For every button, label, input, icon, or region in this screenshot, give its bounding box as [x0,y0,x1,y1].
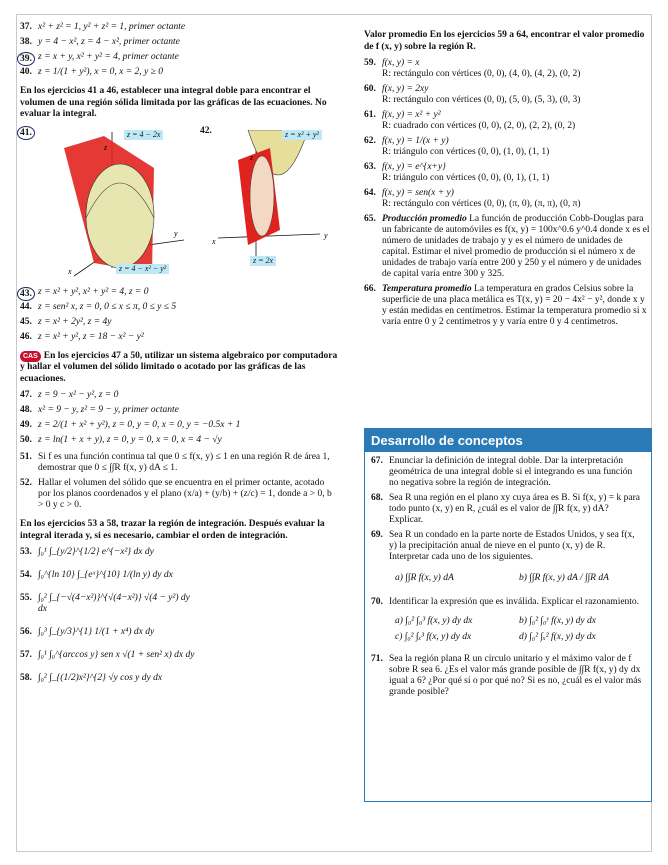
exercise-38: 38. y = 4 − x², z = 4 − x², primer octante [20,37,180,47]
exercise-47: 47. z = 9 − x² − y², z = 0 [20,390,119,400]
exercise-66: 66. Temperatura promedio La temperatura en grados Celsius sobre la superficie de una placa metálica es T(x, y) = 20 − 4x² − y², donde x y y están medidas en centímetros. Estimar la temperatura promedio si x varía entre 0 y 2 centímetros y y varía entre 0 y 4 centímetros. [364,284,647,327]
exercise-60: 60. f(x, y) = 2xy R: rectángulo con vértices (0, 0), (5, 0), (5, 3), (0, 3) [364,84,581,105]
heading-59-64: Valor promedio En los ejercicios 59 a 64, encontrar el valor promedio de f (x, y) sobre la región R. [364,30,645,52]
fig42-bottom-label: z = 2x [250,256,276,266]
fig42-graph [208,130,338,260]
exercise-70: 70. Identificar la expresión que es inválida. Explicar el razonamiento. a) ∫₀² ∫₀³ f(x, y) dy dx b) ∫₀² ∫₀ʸ f(x, y) dy dx c) ∫₀² ∫ₓ³ f(x, y) dy dx d) ∫₀² ∫ₓ² f(x, y) dy dx [371,597,643,648]
heading-47-50: CAS En los ejercicios 47 a 50, utilizar un sistema algebraico por computadora y hallar el volumen del sólido limitado o acotado por las gráficas de las ecuaciones. [20,350,338,384]
exercise-59: 59. f(x, y) = x R: rectángulo con vértices (0, 0), (4, 0), (4, 2), (0, 2) [364,58,581,79]
integrals-53-58 [20,547,338,688]
exercise-68: 68. Sea R una región en el plano xy cuya área es B. Si f(x, y) = k para todo punto (x, y) en R, ¿cuál es el valor de ∫∫R f(x, y) dA? Explicar. [371,493,640,525]
exercise-55: 55. ∫₀² ∫_{−√(4−x²)}^{√(4−x²)} √(4 − y²) dy dx [20,593,190,614]
exercise-53: 53. ∫₀¹ ∫_{y/2}^{1/2} e^{−x²} dx dy [20,547,154,557]
exercise-52: 52. Hallar el volumen del sólido que se encuentra en el primer octante, acotado por los planos coordenados y el plano (x/a) + (y/b) + (z/c) = 1, donde a > 0, b > 0 y c > 0. [20,478,332,510]
exercise-48: 48. x² = 9 − y, z² = 9 − y, primer octante [20,405,179,415]
exercise-50: 50. z = ln(1 + x + y), z = 0, y = 0, x = 0, x = 4 − √y [20,435,222,445]
concepts-title: Desarrollo de conceptos [365,429,651,452]
exercise-63: 63. f(x, y) = e^{x+y} R: triángulo con vértices (0, 0), (0, 1), (1, 1) [364,162,550,183]
cas-badge: CAS [20,351,41,363]
left-column [20,22,338,688]
exercise-56: 56. ∫₀³ ∫_{y/3}^{1} 1/(1 + x⁴) dx dy [20,627,155,637]
exercise-61: 61. f(x, y) = x² + y² R: cuadrado con vértices (0, 0), (2, 0), (2, 2), (0, 2) [364,110,576,131]
heading-53-58: En los ejercicios 53 a 58, trazar la región de integración. Después evaluar la integral iterada y, si es necesario, cambiar el orden de integración. [20,519,325,541]
svg-text:z: z [104,142,108,152]
exercise-44: 44. z = sen² x, z = 0, 0 ≤ x ≤ π, 0 ≤ y ≤ 5 [20,301,177,312]
exercise-62: 62. f(x, y) = 1/(x + y) R: triángulo con vértices (0, 0), (1, 0), (1, 1) [364,136,550,157]
circled-number: 39. [17,52,35,66]
exercise-39: 39. z = x + y, x² + y² = 4, primer octante [20,52,338,63]
fig41-top-label: z = 4 − 2x [124,130,163,140]
svg-text:y: y [324,230,328,240]
svg-text:x: x [212,236,216,246]
fig42-top-label: z = x² + y² [282,130,322,140]
exercise-46: 46. z = x² + y², z = 18 − x² − y² [20,331,144,342]
concepts-box [364,428,652,802]
concepts-body [365,452,651,698]
fig41-graph [34,128,194,278]
exercise-40: 40. z = 1/(1 + y²), x = 0, x = 2, y ≥ 0 [20,67,163,77]
svg-text:y: y [174,228,178,238]
svg-text:x: x [68,266,72,276]
exercise-69-options: a) ∫∫R f(x, y) dA b) ∫∫R f(x, y) dA / ∫∫R dA [395,573,609,583]
exercise-51: 51. Si f es una función continua tal que 0 ≤ f(x, y) ≤ 1 en una región R de área 1, demostrar que 0 ≤ ∫∫R f(x, y) dA ≤ 1. [20,452,330,473]
exercise-43: 43. z = x² + y², x² + y² = 4, z = 0 [20,287,338,298]
exercise-67: 67. Enunciar la definición de integral doble. Dar la interpretación geométrica de una integral doble si el integrando es una función no negativa sobre la región de integración. [371,456,633,488]
fig41-number: 41. [17,126,35,140]
exercise-65: 65. Producción promedio La función de producción Cobb-Douglas para un fabricante de automóviles es f(x, y) = 100x^0.6 y^0.4 donde x es el número de unidades de trabajo y y es el número de unidades de capital. Estimar el nivel promedio de producción si el número x de unidades de trabajo varía entre 200 y 250 y el número y de unidades de capital varía entre 300 y 325. [364,214,650,279]
fig42-number: 42. [200,125,212,136]
exercise-49: 49. z = 2/(1 + x² + y²), z = 0, y = 0, x = 0, y = −0.5x + 1 [20,420,241,430]
heading-41-46: En los ejercicios 41 a 46, establecer una integral doble para encontrar el volumen de una región sólida limitada por las gráficas de las ecuaciones. No evaluar la integral. [20,86,327,119]
figures-41-42 [20,126,338,281]
exercise-64: 64. f(x, y) = sen(x + y) R: rectángulo con vértices (0, 0), (π, 0), (π, π), (0, π) [364,188,581,209]
exercise-69: 69. Sea R un condado en la parte norte de Estados Unidos, y sea f(x, y) la precipitación anual de nieve en el punto (x, y) de R. Interpretar cada uno de los siguientes. a) ∫∫R f(x, y) dA b) ∫∫R f(x, y) dA / ∫∫R dA [371,530,643,589]
right-column [364,30,650,332]
exercise-71: 71. Sea la región plana R un círculo unitario y el máximo valor de f sobre R sea 6. ¿Es el valor más grande posible de ∫∫R f(x, y) dy dx igual a 6? ¿Por qué sí o por qué no? Si es no, ¿cuál es el valor más grande posible? [371,654,642,697]
fig41-bottom-label: z = 4 − x² − y² [116,264,169,274]
exercise-37: 37. x² + z² = 1, y² + z² = 1, primer octante [20,22,186,32]
exercise-54: 54. ∫₀^{ln 10} ∫_{eˣ}^{10} 1/(ln y) dy dx [20,570,173,580]
exercise-45: 45. z = x² + 2y², z = 4y [20,316,112,327]
svg-text:z: z [250,152,254,162]
circled-number: 43. [17,287,35,301]
exercise-70-options: a) ∫₀² ∫₀³ f(x, y) dy dx b) ∫₀² ∫₀ʸ f(x, y) dy dx c) ∫₀² ∫ₓ³ f(x, y) dy dx d) ∫₀² ∫ₓ² f(x, y) dy dx [395,616,596,642]
exercise-58: 58. ∫₀² ∫_{(1/2)x²}^{2} √y cos y dy dx [20,673,163,683]
exercise-57: 57. ∫₀¹ ∫₀^{arccos y} sen x √(1 + sen² x) dx dy [20,650,195,660]
